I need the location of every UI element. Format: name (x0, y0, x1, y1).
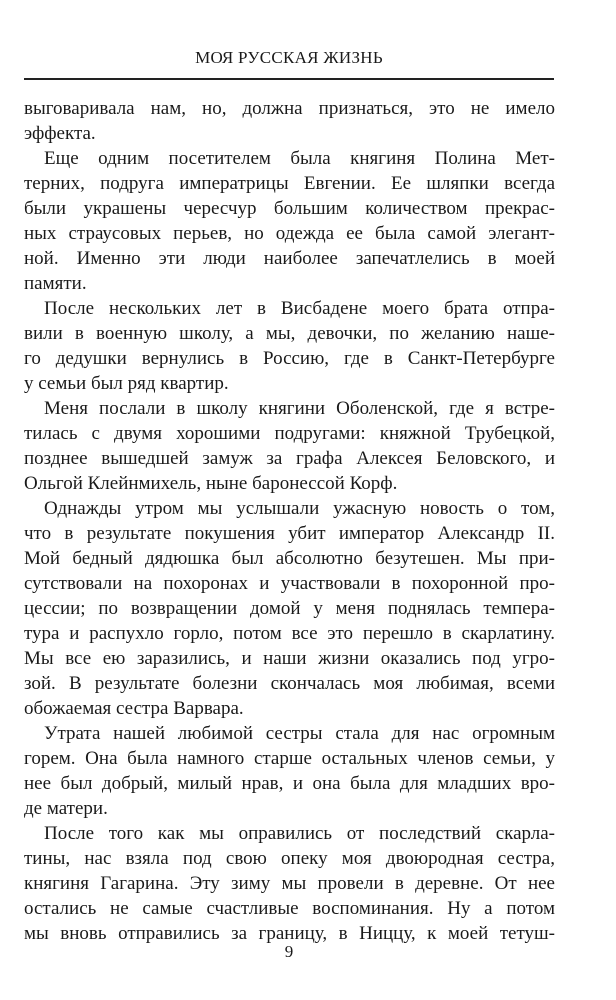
text-line: Однажды утром мы услышали ужасную новость о том, (44, 498, 555, 519)
paragraph (24, 821, 555, 946)
paragraph (24, 396, 555, 496)
paragraph (24, 721, 555, 821)
paragraph (24, 96, 555, 146)
text-line: памяти. (24, 273, 87, 294)
text-line: мы вновь отправились за границу, в Ниццу, к моей тетуш- (24, 923, 555, 944)
text-line: Утрата нашей любимой сестры стала для нас огромным (44, 723, 555, 744)
text-line: тура и распухло горло, потом все это перешло в скарлатину. (24, 623, 555, 644)
text-line: нее был добрый, милый нрав, и она была для младших вро- (24, 773, 555, 794)
text-line: сутствовали на похоронах и участвовали в похоронной про- (24, 573, 555, 594)
text-line: Мы все ею заразились, и наши жизни оказались под угро- (24, 648, 555, 669)
text-line: тилась с двумя хорошими подругами: княжной Трубецкой, (24, 423, 555, 444)
text-line: Мой бедный дядюшка был абсолютно безутешен. Мы при- (24, 548, 555, 569)
running-header: МОЯ РУССКАЯ ЖИЗНЬ (195, 48, 383, 67)
text-line: ной. Именно эти люди наиболее запечатлелись в моей (24, 248, 555, 269)
text-line: тины, нас взяла под свою опеку моя двоюродная сестра, (24, 848, 555, 869)
text-line: горем. Она была намного старше остальных членов семьи, у (24, 748, 555, 769)
text-line: обожаемая сестра Варвара. (24, 698, 244, 719)
text-line: что в результате покушения убит император Александр II. (24, 523, 555, 544)
text-line: вили в военную школу, а мы, девочки, по желанию наше- (24, 323, 555, 344)
text-line: После нескольких лет в Висбадене моего брата отпра- (44, 298, 555, 319)
text-line: цессии; по возвращении домой у меня поднялась темпера- (24, 598, 555, 619)
text-line: были украшены чересчур большим количеством прекрас- (24, 198, 555, 219)
text-line: Ольгой Клейнмихель, ныне баронессой Корф. (24, 473, 398, 494)
page-number: 9 (284, 942, 294, 961)
text-line: зой. В результате болезни скончалась моя любимая, всеми (24, 673, 555, 694)
text-line: Меня послали в школу княгини Оболенской, где я встре- (44, 398, 555, 419)
paragraph (24, 146, 555, 296)
text-line: После того как мы оправились от последствий скарла- (44, 823, 555, 844)
text-line: выговаривала нам, но, должна признаться, это не имело (24, 98, 555, 119)
text-line: позднее вышедшей замуж за графа Алексея Беловского, и (24, 448, 555, 469)
text-line: де матери. (24, 798, 108, 819)
text-line: го дедушки вернулись в Россию, где в Санкт-Петербурге (24, 348, 555, 369)
text-line: терних, подруга императрицы Евгении. Ее шляпки всегда (24, 173, 555, 194)
page-body-text (24, 96, 555, 946)
text-line: эффекта. (24, 123, 96, 144)
text-line: Еще одним посетителем была княгиня Полина Мет- (44, 148, 555, 169)
text-line: ных страусовых перьев, но одежда ее была самой элегант- (24, 223, 555, 244)
text-line: остались не самые счастливые воспоминания. Ну а потом (24, 898, 555, 919)
paragraph (24, 296, 555, 396)
paragraph (24, 496, 555, 721)
header-rule (24, 78, 554, 80)
text-line: у семьи был ряд квартир. (24, 373, 229, 394)
text-line: княгиня Гагарина. Эту зиму мы провели в деревне. От нее (24, 873, 555, 894)
